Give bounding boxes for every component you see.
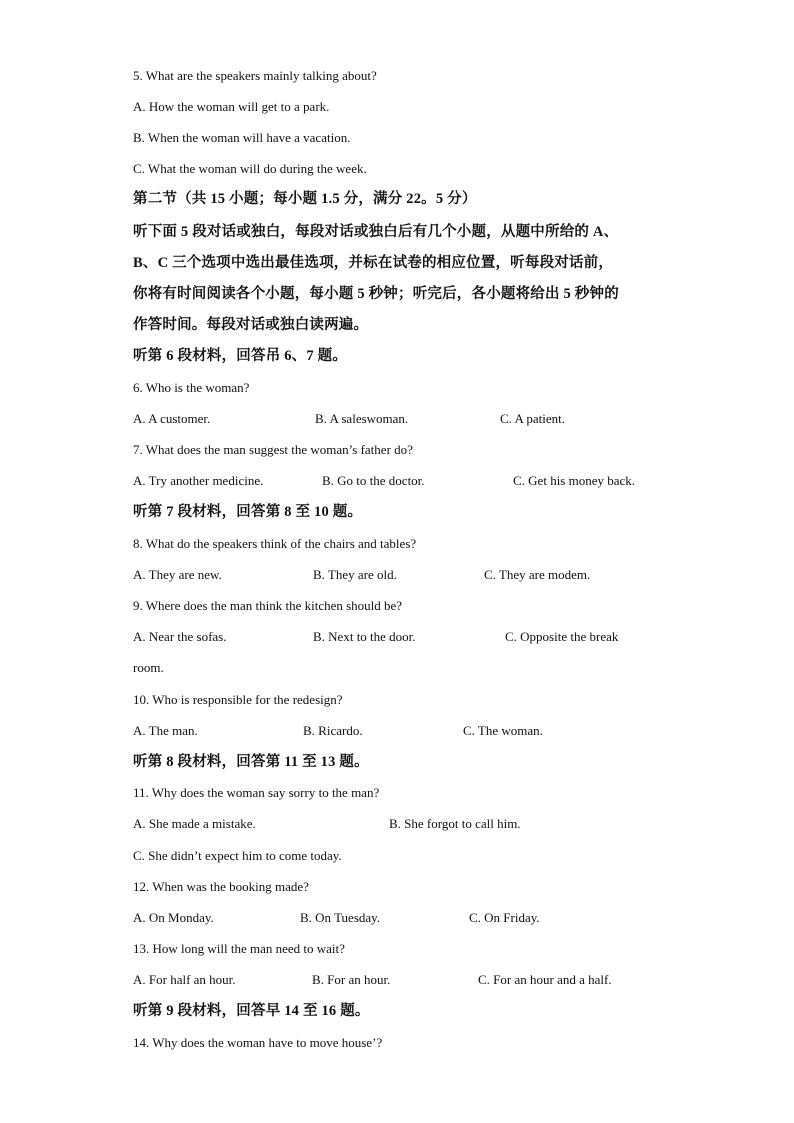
question-13: 13. How long will the man need to wait? bbox=[133, 941, 345, 956]
q13-option-b: B. For an hour. bbox=[312, 972, 391, 987]
section-2-instructions-line-1: 听下面 5 段对话或独白，每段对话或独白后有几个小题，从题中所给的 A、 bbox=[133, 224, 619, 240]
question-12: 12. When was the booking made? bbox=[133, 879, 309, 894]
part-7-heading: 听第 7 段材料，回答第 8 至 10 题。 bbox=[133, 504, 363, 520]
q7-option-b: B. Go to the doctor. bbox=[322, 473, 425, 488]
q10-option-c: C. The woman. bbox=[463, 723, 543, 738]
section-2-header: 第二节（共 15 小题；每小题 1.5 分，满分 22。5 分） bbox=[133, 191, 477, 207]
q6-option-c: C. A patient. bbox=[500, 411, 565, 426]
question-5: 5. What are the speakers mainly talking about? bbox=[133, 68, 377, 83]
q8-option-b: B. They are old. bbox=[313, 567, 397, 582]
section-2-instructions-line-4: 作答时间。每段对话或独白读两遍。 bbox=[133, 317, 369, 333]
q9-option-c: C. Opposite the break bbox=[505, 629, 619, 644]
q9-option-b: B. Next to the door. bbox=[313, 629, 416, 644]
section-2-instructions-line-2: B、C 三个选项中选出最佳选项，并标在试卷的相应位置，听每段对话前， bbox=[133, 255, 614, 271]
q9-option-c-continuation: room. bbox=[133, 660, 164, 675]
q7-option-a: A. Try another medicine. bbox=[133, 473, 264, 488]
part-8-heading: 听第 8 段材料，回答第 11 至 13 题。 bbox=[133, 754, 369, 770]
q6-option-a: A. A customer. bbox=[133, 411, 211, 426]
q8-option-a: A. They are new. bbox=[133, 567, 222, 582]
part-6-heading: 听第 6 段材料，回答吊 6、7 题。 bbox=[133, 348, 348, 364]
q10-option-a: A. The man. bbox=[133, 723, 198, 738]
q8-option-c: C. They are modem. bbox=[484, 567, 591, 582]
question-9: 9. Where does the man think the kitchen should be? bbox=[133, 598, 403, 613]
q5-option-b: B. When the woman will have a vacation. bbox=[133, 130, 351, 145]
q11-option-a: A. She made a mistake. bbox=[133, 816, 256, 831]
question-11: 11. Why does the woman say sorry to the man? bbox=[133, 785, 380, 800]
question-14: 14. Why does the woman have to move house’? bbox=[133, 1035, 383, 1050]
q13-option-c: C. For an hour and a half. bbox=[478, 972, 612, 987]
section-2-instructions-line-3: 你将有时间阅读各个小题，每小题 5 秒钟；听完后，各小题将给出 5 秒钟的 bbox=[133, 286, 619, 302]
q11-option-b: B. She forgot to call him. bbox=[389, 816, 521, 831]
q11-option-c: C. She didn’t expect him to come today. bbox=[133, 848, 342, 863]
q7-option-c: C. Get his money back. bbox=[513, 473, 636, 488]
part-9-heading: 听第 9 段材料，回答早 14 至 16 题。 bbox=[133, 1003, 370, 1019]
q12-option-a: A. On Monday. bbox=[133, 910, 214, 925]
q6-option-b: B. A saleswoman. bbox=[315, 411, 409, 426]
question-10: 10. Who is responsible for the redesign? bbox=[133, 692, 343, 707]
q13-option-a: A. For half an hour. bbox=[133, 972, 236, 987]
q10-option-b: B. Ricardo. bbox=[303, 723, 363, 738]
q5-option-a: A. How the woman will get to a park. bbox=[133, 99, 330, 114]
q5-option-c: C. What the woman will do during the week. bbox=[133, 161, 367, 176]
question-6: 6. Who is the woman? bbox=[133, 380, 250, 395]
question-8: 8. What do the speakers think of the chairs and tables? bbox=[133, 536, 417, 551]
question-7: 7. What does the man suggest the woman’s father do? bbox=[133, 442, 413, 457]
q12-option-c: C. On Friday. bbox=[469, 910, 540, 925]
q9-option-a: A. Near the sofas. bbox=[133, 629, 227, 644]
q12-option-b: B. On Tuesday. bbox=[300, 910, 381, 925]
